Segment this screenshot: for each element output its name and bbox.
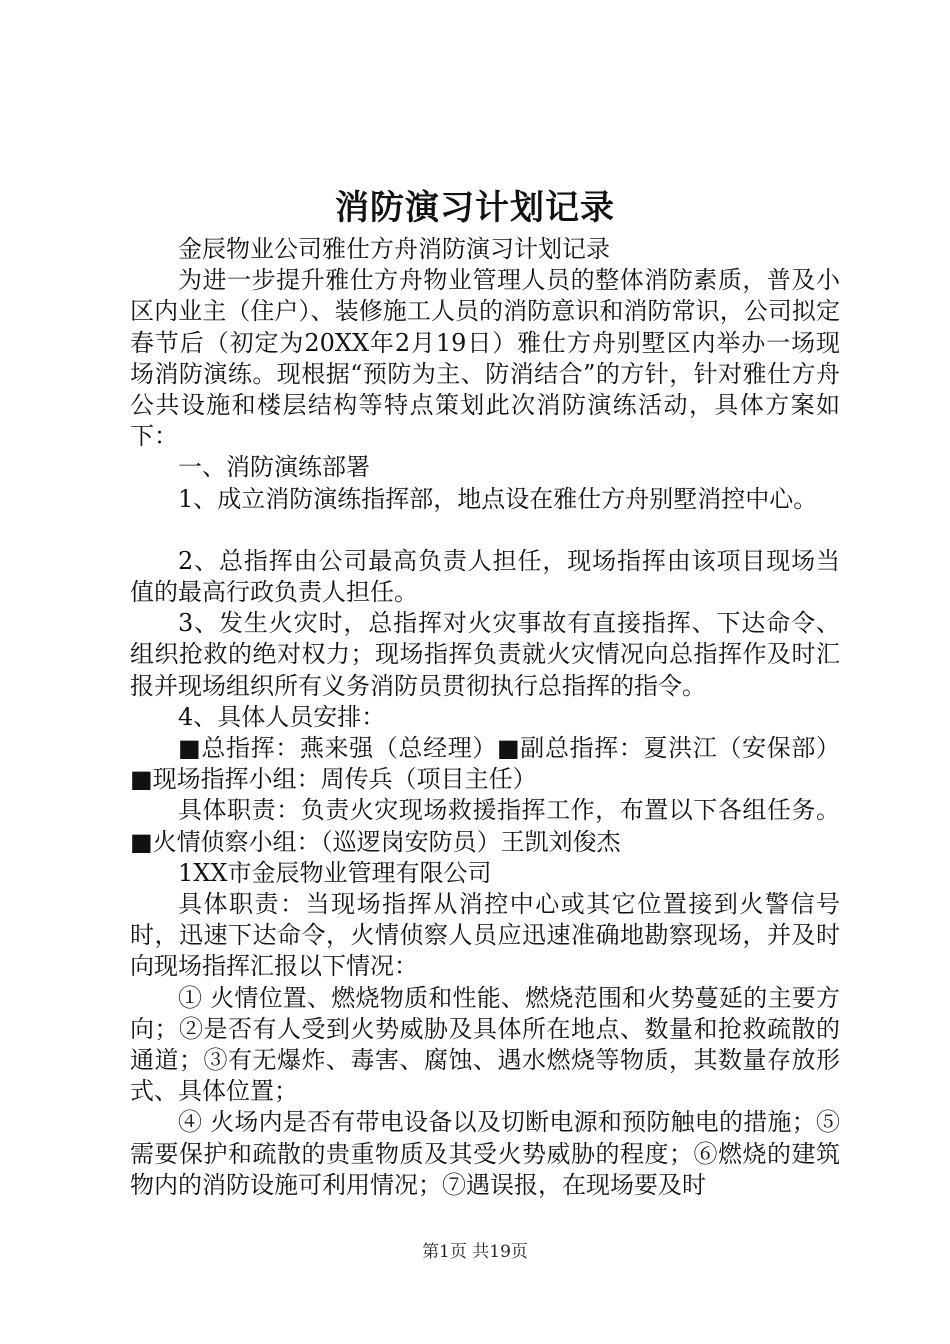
paragraph-report-list-1: ① 火情位置、燃烧物质和性能、燃烧范围和火势蔓延的主要方向；②是否有人受到火势威胁及具体所在地点、数量和抢救疏散的通道；③有无爆炸、毒害、腐蚀、遇水燃烧等物质，其数量存放形式、具体位置； xyxy=(130,983,840,1106)
paragraph-duties-1: 具体职责：负责火灾现场救援指挥工作，布置以下各组任务。■火情侦察小组：（巡逻岗安防员）王凯刘俊杰 xyxy=(130,796,840,856)
paragraph-personnel: ■总指挥：燕来强（总经理）■副总指挥：夏洪江（安保部）■现场指挥小组：周传兵（项目主任） xyxy=(130,734,840,794)
document-title: 消防演习计划记录 xyxy=(335,188,615,228)
paragraph-heading-line: 金辰物业公司雅仕方舟消防演习计划记录 xyxy=(178,235,610,263)
paragraph-item-1: 1、成立消防演练指挥部，地点设在雅仕方舟别墅消控中心。 xyxy=(178,484,818,513)
page-footer: 第1页 共19页 xyxy=(422,1242,528,1262)
paragraph-duties-2: 具体职责：当现场指挥从消控中心或其它位置接到火警信号时，迅速下达命令，火情侦察人员应迅速准确地勘察现场，并及时向现场指挥汇报以下情况： xyxy=(130,890,840,981)
paragraph-item-4: 4、具体人员安排： xyxy=(178,702,386,731)
section-heading-deployment: 一、消防演练部署 xyxy=(178,453,370,482)
blank-line xyxy=(130,515,840,546)
paragraph-item-2: 2、总指挥由公司最高负责人担任，现场指挥由该项目现场当值的最高行政负责人担任。 xyxy=(130,546,840,607)
paragraph-intro: 为进一步提升雅仕方舟物业管理人员的整体消防素质，普及小区内业主（住户）、装修施工人员的消防意识和消防常识，公司拟定春节后（初定为20XX年2月19日）雅仕方舟别墅区内举办一场现场消防演练。现根据“预防为主、防消结合”的方针，针对雅仕方舟公共设施和楼层结构等特点策划此次消防演练活动，具体方案如下： xyxy=(130,266,840,451)
paragraph-company-name: 1XX市金辰物业管理有限公司 xyxy=(178,858,492,887)
paragraph-report-list-2: ④ 火场内是否有带电设备以及切断电源和预防触电的措施；⑤需要保护和疏散的贵重物质及其受火势威胁的程度；⑥燃烧的建筑物内的消防设施可利用情况；⑦遇误报，在现场要及时 xyxy=(130,1108,840,1199)
paragraph-item-3: 3、发生火灾时，总指挥对火灾事故有直接指挥、下达命令、组织抢救的绝对权力；现场指挥负责就火灾情况向总指挥作及时汇报并现场组织所有义务消防员贯彻执行总指挥的指令。 xyxy=(130,609,840,700)
document-body xyxy=(130,234,840,1201)
